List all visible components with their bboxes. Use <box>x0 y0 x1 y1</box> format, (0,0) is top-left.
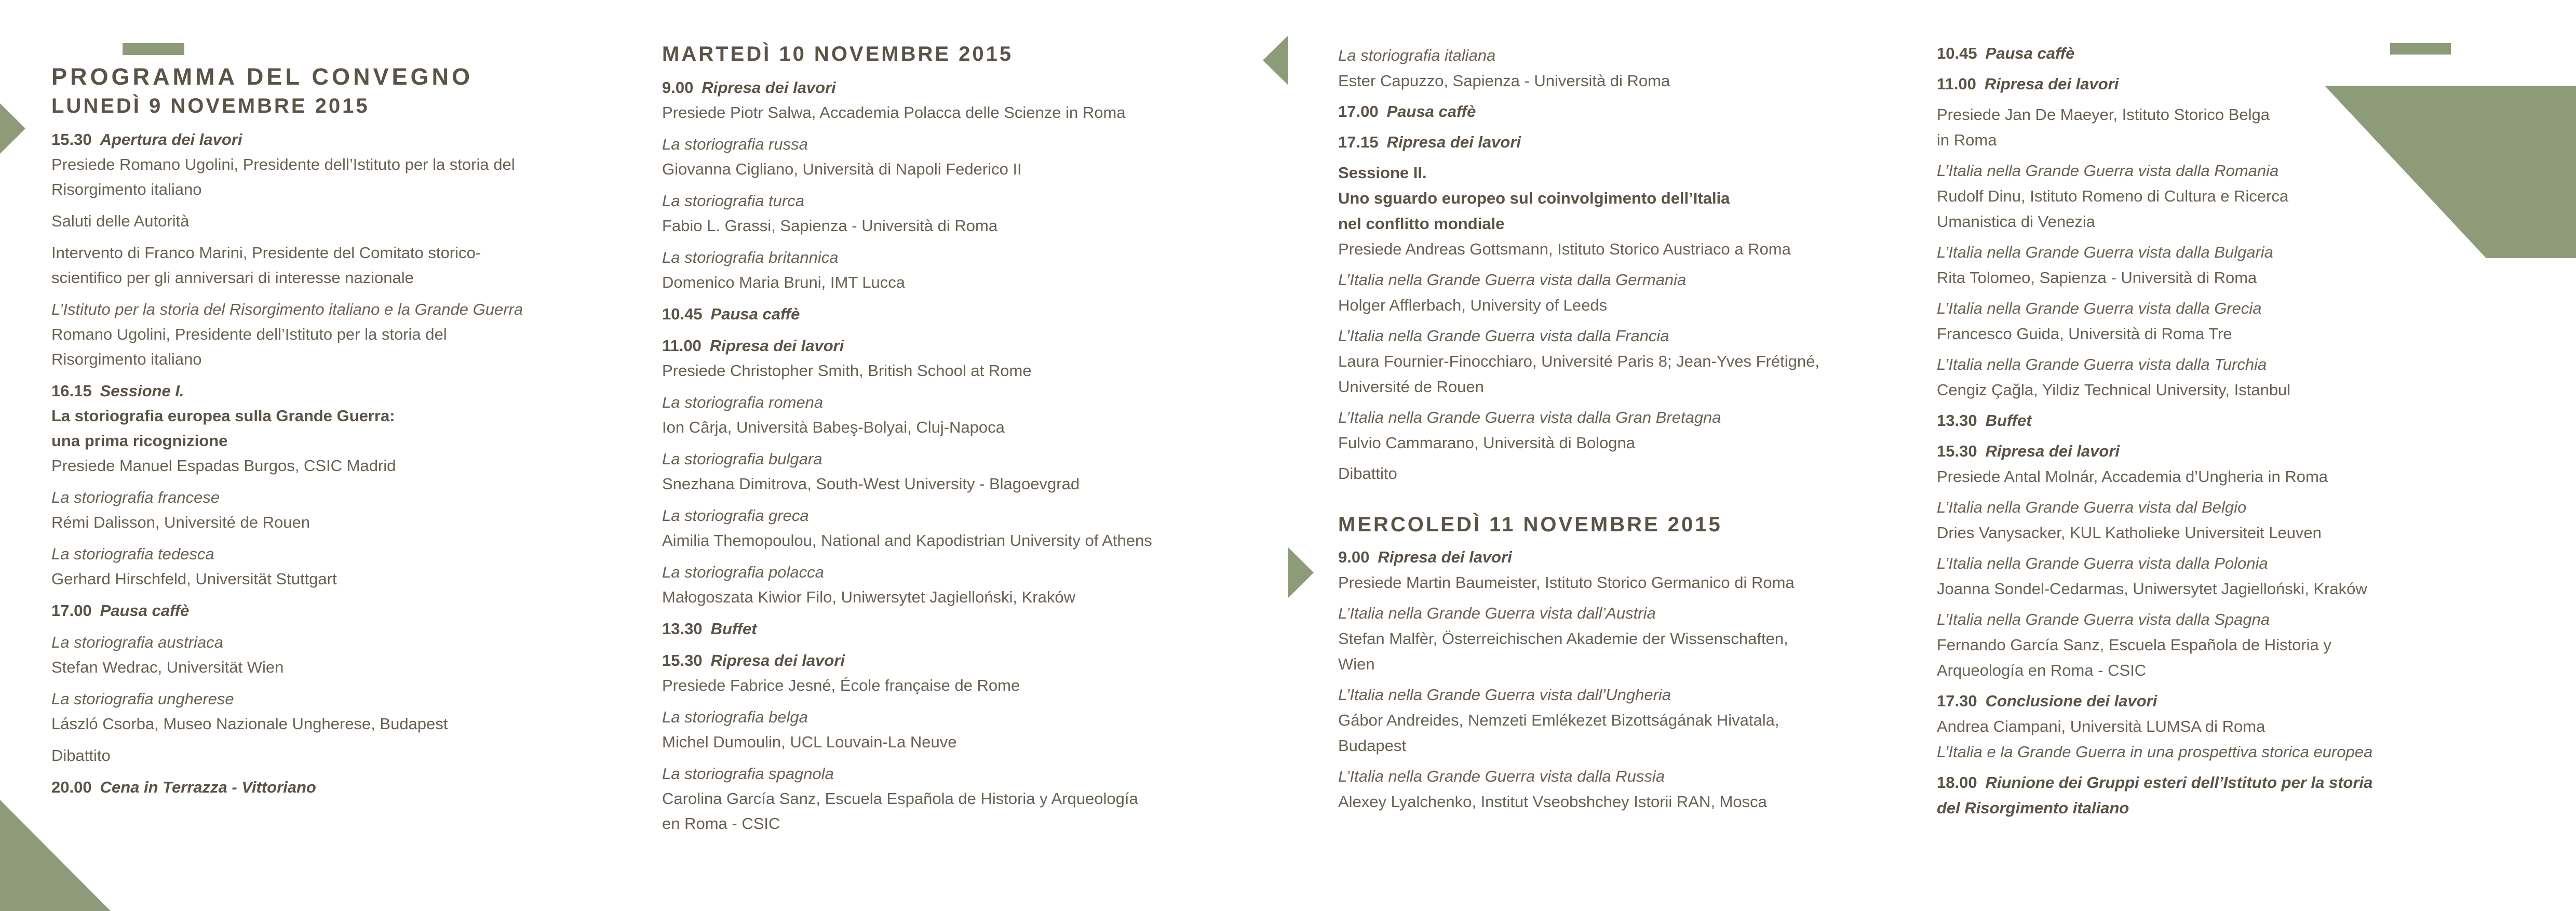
program-line: La storiografia bulgara <box>662 450 822 468</box>
event-title: Sessione I. <box>100 382 184 400</box>
program-line: Fabio L. Grassi, Sapienza - Università di Roma <box>662 217 998 235</box>
program-block <box>51 687 649 736</box>
program-line: L’Italia nella Grande Guerra vista dal Belgio <box>1937 498 2247 516</box>
program-block <box>662 189 1267 238</box>
program-line: L’Italia e la Grande Guerra in una prospettiva storica europea <box>1937 743 2373 761</box>
program-line <box>51 127 649 152</box>
page-title: PROGRAMMA DEL CONVEGNO <box>51 63 474 90</box>
program-block <box>1937 688 2524 765</box>
program-line: Presiede Antal Molnár, Accademia d’Ungheria in Roma <box>1937 467 2328 486</box>
program-line: La storiografia russa <box>662 135 808 153</box>
program-block <box>51 775 649 800</box>
program-line: L’Italia nella Grande Guerra vista dalla Grecia <box>1937 299 2262 317</box>
program-block <box>1937 41 2524 66</box>
program-block <box>662 75 1267 125</box>
program-block <box>662 648 1267 698</box>
time-label: 9.00 <box>662 78 694 97</box>
column-monday <box>51 62 649 807</box>
program-line: La storiografia spagnola <box>662 765 834 783</box>
program-line: Joanna Sondel-Cedarmas, Uniwersytet Jagielloński, Kraków <box>1937 580 2367 598</box>
program-line: una prima ricognizione <box>51 432 228 450</box>
column-tuesday-afternoon-wednesday <box>1338 43 1953 820</box>
program-block <box>662 302 1267 327</box>
program-line: Romano Ugolini, Presidente dell’Istituto per la storia del <box>51 325 447 343</box>
program-line: Presiede Fabrice Jesné, École française de Rome <box>662 676 1020 694</box>
program-line: Cengiz Çağla, Yildiz Technical University, Istanbul <box>1937 381 2291 399</box>
program-line: László Csorba, Museo Nazionale Ungherese, Budapest <box>51 715 448 733</box>
program-block <box>51 209 649 234</box>
program-line: Rémi Dalisson, Université de Rouen <box>51 513 310 531</box>
day-header-monday: LUNEDÌ 9 NOVEMBRE 2015 <box>51 95 370 117</box>
event-title: Ripresa dei lavori <box>709 337 844 355</box>
program-line: La storiografia ungherese <box>51 690 234 708</box>
program-line: Dibattito <box>1338 464 1397 483</box>
event-title: Ripresa dei lavori <box>1985 442 2120 460</box>
event-title: Apertura dei lavori <box>100 130 242 149</box>
accent-triangle-left-edge-icon <box>0 103 25 154</box>
program-line: Gerhard Hirschfeld, Universität Stuttgart <box>51 570 337 588</box>
program-block <box>1937 71 2524 97</box>
time-label: 17.00 <box>51 601 92 620</box>
time-label: 17.00 <box>1338 102 1379 120</box>
program-line: Carolina García Sanz, Escuela Española de Historia y Arqueología <box>662 789 1138 808</box>
program-line: Presiede Romano Ugolini, Presidente dell’Istituto per la storia del <box>51 155 515 173</box>
program-block <box>1338 99 1953 124</box>
program-line: Francesco Guida, Università di Roma Tre <box>1937 325 2232 343</box>
event-title: Conclusione dei lavori <box>1985 692 2157 710</box>
time-label: 18.00 <box>1937 773 1977 792</box>
program-line: Fernando García Sanz, Escuela Española de Historia y <box>1937 636 2331 654</box>
program-block <box>662 39 1267 69</box>
program-line: L’Italia nella Grande Guerra vista dall’Austria <box>1338 604 1656 622</box>
program-line <box>1937 688 2524 714</box>
program-line: Budapest <box>1338 736 1406 755</box>
program-block <box>1338 510 1953 539</box>
program-line: Ester Capuzzo, Sapienza - Università di Roma <box>1338 72 1670 90</box>
accent-triangle-bottom-left <box>0 800 111 911</box>
program-block <box>1338 43 1953 93</box>
event-title: Ripresa dei lavori <box>1386 133 1521 151</box>
program-block <box>51 297 649 372</box>
time-label: 17.15 <box>1338 133 1379 151</box>
program-block <box>1338 405 1953 456</box>
program-line: L’Italia nella Grande Guerra vista dalla Francia <box>1338 327 1669 345</box>
program-block <box>51 743 649 768</box>
program-line <box>1338 544 1953 570</box>
program-line: Rudolf Dinu, Istituto Romeno di Cultura e Ricerca <box>1937 187 2289 205</box>
program-line: Presiede Martin Baumeister, Istituto Storico Germanico di Roma <box>1338 573 1795 592</box>
program-line <box>662 75 1267 100</box>
program-line: Presiede Andreas Gottsmann, Istituto Storico Austriaco a Roma <box>1338 240 1791 258</box>
time-label: 15.30 <box>1937 442 1977 460</box>
program-line: Małogoszata Kiwior Filo, Uniwersytet Jagielloński, Kraków <box>662 588 1075 606</box>
event-title: Cena in Terrazza - Vittoriano <box>100 778 316 796</box>
program-line <box>51 379 649 404</box>
program-line: in Roma <box>1937 131 1997 149</box>
time-label: 11.00 <box>662 337 702 355</box>
program-line: Giovanna Cigliano, Università di Napoli Federico II <box>662 160 1022 178</box>
time-label: 15.30 <box>51 130 92 149</box>
program-block <box>1338 323 1953 399</box>
program-line: La storiografia romena <box>662 393 824 411</box>
program-line: Arqueología en Roma - CSIC <box>1937 661 2147 679</box>
accent-triangle-right-pointing-icon <box>1288 547 1314 598</box>
program-block <box>51 240 649 290</box>
program-line: Gábor Andreides, Nemzeti Emlékezet Bizottságának Hivatala, <box>1338 711 1779 729</box>
program-block <box>1937 494 2524 545</box>
program-line: Domenico Maria Bruni, IMT Lucca <box>662 273 906 291</box>
program-line <box>51 598 649 623</box>
day-header-tuesday: MARTEDÌ 10 NOVEMBRE 2015 <box>662 43 1014 65</box>
program-block <box>1338 682 1953 758</box>
program-line: La storiografia tedesca <box>51 545 214 563</box>
time-label: 13.30 <box>1937 411 1977 430</box>
program-line: Presiede Christopher Smith, British School at Rome <box>662 361 1032 380</box>
program-line: Laura Fournier-Finocchiaro, Université Paris 8; Jean-Yves Frétigné, <box>1338 352 1819 370</box>
event-title: Ripresa dei lavori <box>702 78 836 97</box>
program-line: Wien <box>1338 655 1375 673</box>
program-line: Ion Cârja, Università Babeş-Bolyai, Cluj-Napoca <box>662 418 1005 436</box>
program-block <box>662 245 1267 295</box>
program-line: L’Italia nella Grande Guerra vista dalla Polonia <box>1937 554 2268 572</box>
program-block <box>662 560 1267 610</box>
program-line: Presiede Manuel Espadas Burgos, CSIC Madrid <box>51 457 396 475</box>
accent-rectangle-top-left <box>123 43 184 55</box>
program-block <box>51 485 649 535</box>
program-line: Andrea Ciampani, Università LUMSA di Roma <box>1937 717 2265 735</box>
time-label: 10.45 <box>1937 44 1977 62</box>
program-block <box>662 761 1267 836</box>
event-title: Riunione dei Gruppi esteri dell’Istituto per la storia <box>1985 773 2373 792</box>
program-line: Alexey Lyalchenko, Institut Vseobshchey Istorii RAN, Mosca <box>1338 793 1767 811</box>
program-block <box>1937 102 2524 153</box>
program-block <box>51 542 649 592</box>
program-line: Umanistica di Venezia <box>1937 212 2095 231</box>
program-line: L’Italia nella Grande Guerra vista dall’Ungheria <box>1338 686 1671 704</box>
event-title: Pausa caffè <box>100 601 190 620</box>
program-line: Rita Tolomeo, Sapienza - Università di Roma <box>1937 269 2257 287</box>
program-line: nel conflitto mondiale <box>1338 215 1505 233</box>
program-line: La storiografia francese <box>51 488 220 506</box>
program-block <box>1338 544 1953 595</box>
program-line: La storiografia britannica <box>662 248 839 266</box>
program-line: L’Italia nella Grande Guerra vista dalla Spagna <box>1937 610 2270 628</box>
program-block <box>1937 239 2524 290</box>
program-line: Dries Vanysacker, KUL Katholieke Universiteit Leuven <box>1937 524 2322 542</box>
program-line: L’Istituto per la storia del Risorgimento italiano e la Grande Guerra <box>51 300 523 318</box>
program-line: Snezhana Dimitrova, South-West University - Blagoevgrad <box>662 475 1080 493</box>
event-title: Pausa caffè <box>710 305 800 323</box>
program-line: Université de Rouen <box>1338 378 1484 396</box>
time-label: 15.30 <box>662 651 703 669</box>
column-wednesday-afternoon <box>1937 41 2524 826</box>
event-title: Buffet <box>1985 411 2032 430</box>
event-title: Buffet <box>710 620 757 638</box>
program-block <box>662 447 1267 497</box>
program-line: Michel Dumoulin, UCL Louvain-La Neuve <box>662 733 957 751</box>
program-block <box>662 705 1267 755</box>
program-line <box>1937 408 2524 433</box>
program-line: Stefan Malfèr, Österreichischen Akademie der Wissenschaften, <box>1338 629 1788 648</box>
program-line <box>662 333 1267 358</box>
program-block <box>662 333 1267 383</box>
program-line: Uno sguardo europeo sul coinvolgimento dell’Italia <box>1338 189 1730 207</box>
program-line: L’Italia nella Grande Guerra vista dalla Gran Bretagna <box>1338 408 1721 426</box>
time-label: 16.15 <box>51 382 92 400</box>
program-line <box>51 775 649 800</box>
program-block <box>662 132 1267 182</box>
program-line <box>662 302 1267 327</box>
program-block <box>1937 438 2524 489</box>
program-line: Fulvio Cammarano, Università di Bologna <box>1338 434 1636 452</box>
program-line: del Risorgimento italiano <box>1937 799 2129 817</box>
program-line: La storiografia europea sulla Grande Guerra: <box>51 407 395 425</box>
event-title: Ripresa dei lavori <box>1378 548 1512 566</box>
program-block <box>51 62 649 120</box>
program-line <box>1937 438 2524 464</box>
program-line: La storiografia italiana <box>1338 46 1496 64</box>
program-line: Holger Afflerbach, University of Leeds <box>1338 296 1608 314</box>
time-label: 11.00 <box>1937 75 1976 93</box>
program-line <box>1937 71 2524 97</box>
program-block <box>662 617 1267 641</box>
program-line: Presiede Piotr Salwa, Accademia Polacca delle Scienze in Roma <box>662 103 1126 122</box>
program-block <box>1937 408 2524 433</box>
program-block <box>1338 461 1953 486</box>
event-title: Ripresa dei lavori <box>1984 75 2119 93</box>
program-line: Risorgimento italiano <box>51 180 202 198</box>
program-line: La storiografia belga <box>662 708 808 726</box>
program-line: L’Italia nella Grande Guerra vista dalla Turchia <box>1937 355 2267 373</box>
program-block <box>1937 770 2524 821</box>
event-title: Ripresa dei lavori <box>710 651 845 669</box>
program-block <box>51 127 649 202</box>
day-header-wednesday: MERCOLEDÌ 11 NOVEMBRE 2015 <box>1338 513 1722 536</box>
program-line: Dibattito <box>51 746 111 765</box>
program-block <box>1937 158 2524 234</box>
program-block <box>1937 551 2524 601</box>
program-line: L’Italia nella Grande Guerra vista dalla Romania <box>1937 162 2279 180</box>
program-line: La storiografia austriaca <box>51 633 223 651</box>
program-block <box>1338 129 1953 155</box>
program-line: La storiografia greca <box>662 506 809 525</box>
program-line <box>1338 129 1953 155</box>
program-line: Risorgimento italiano <box>51 350 202 368</box>
program-block <box>1338 267 1953 318</box>
program-line <box>662 617 1267 641</box>
program-line <box>1937 41 2524 66</box>
time-label: 10.45 <box>662 305 703 323</box>
program-block <box>662 503 1267 553</box>
program-block <box>1937 296 2524 346</box>
event-title: Pausa caffè <box>1386 102 1476 120</box>
program-block <box>1937 607 2524 683</box>
program-block <box>51 630 649 680</box>
program-line: scientifico per gli anniversari di interesse nazionale <box>51 269 414 287</box>
program-line: Intervento di Franco Marini, Presidente del Comitato storico- <box>51 244 481 262</box>
program-line: Saluti delle Autorità <box>51 212 190 230</box>
program-line: Presiede Jan De Maeyer, Istituto Storico Belga <box>1937 105 2270 124</box>
program-line: L’Italia nella Grande Guerra vista dalla Russia <box>1338 767 1665 785</box>
program-line: Stefan Wedrac, Universität Wien <box>51 658 284 676</box>
program-block <box>1338 160 1953 262</box>
program-line: La storiografia turca <box>662 192 804 210</box>
program-block <box>1338 600 1953 677</box>
program-line: Sessione II. <box>1338 164 1427 182</box>
program-block <box>51 379 649 478</box>
program-line <box>1937 770 2524 795</box>
program-block <box>51 598 649 623</box>
time-label: 9.00 <box>1338 548 1370 566</box>
program-block <box>1338 763 1953 814</box>
time-label: 20.00 <box>51 778 92 796</box>
program-line <box>662 648 1267 673</box>
program-block <box>662 390 1267 440</box>
program-line: L’Italia nella Grande Guerra vista dalla Bulgaria <box>1937 243 2273 261</box>
program-block <box>1937 352 2524 403</box>
program-line: L’Italia nella Grande Guerra vista dalla Germania <box>1338 271 1687 289</box>
program-line: en Roma - CSIC <box>662 814 780 833</box>
program-line <box>1338 99 1953 124</box>
column-tuesday-morning <box>662 39 1267 843</box>
time-label: 17.30 <box>1937 692 1977 710</box>
program-line: La storiografia polacca <box>662 563 824 581</box>
program-line: Aimilia Themopoulou, National and Kapodistrian University of Athens <box>662 531 1152 550</box>
event-title: Pausa caffè <box>1985 44 2075 62</box>
time-label: 13.30 <box>662 620 703 638</box>
